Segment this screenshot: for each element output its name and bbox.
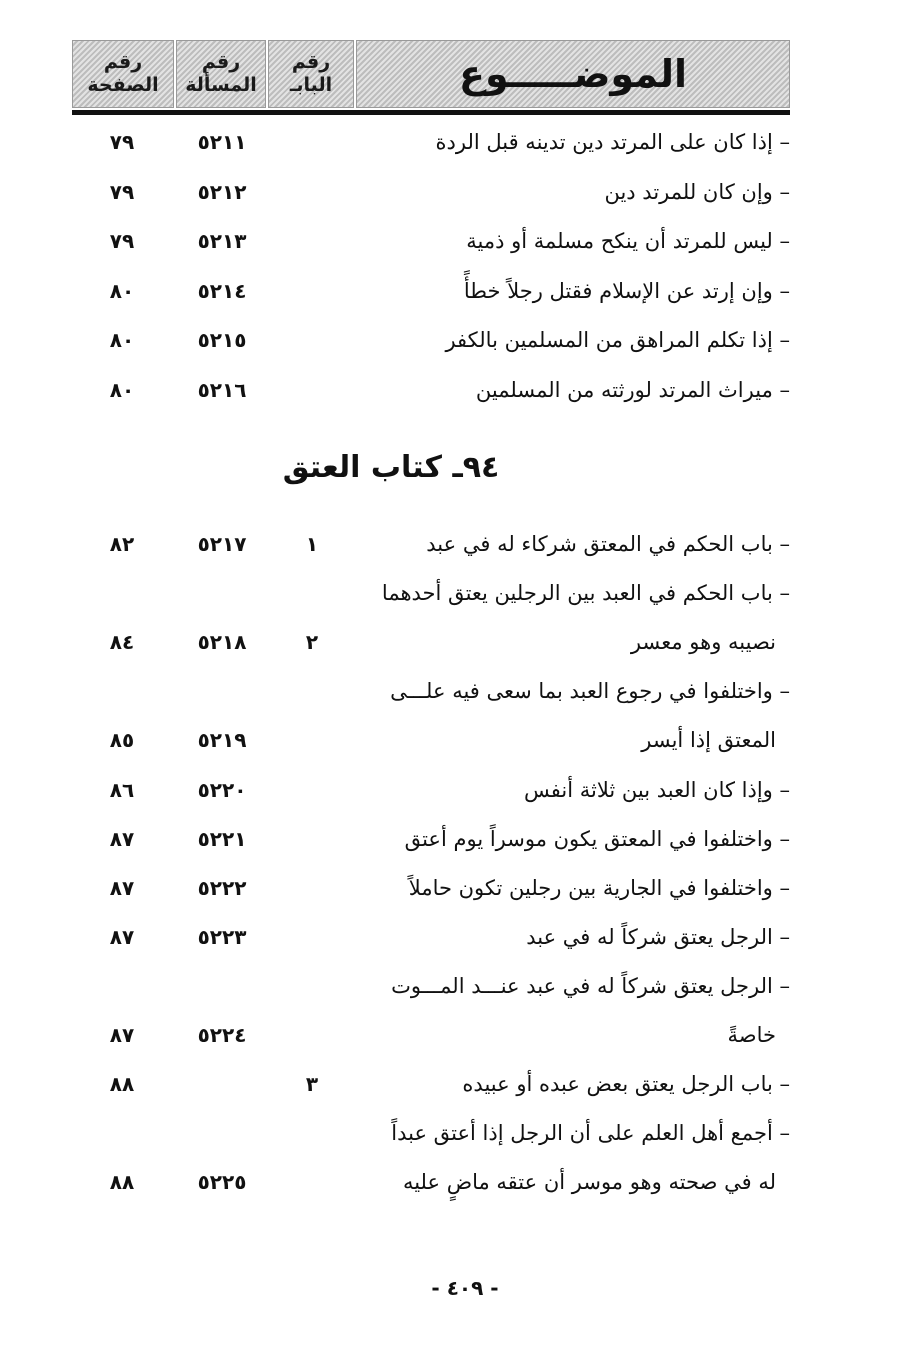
entry-page-number: ٨٢ (109, 532, 135, 556)
entry-bab-number (272, 1015, 352, 1055)
entry-page-number: ٨٧ (109, 1023, 135, 1047)
entry-bab-number (272, 271, 352, 311)
entry-bab-number (272, 1162, 352, 1202)
entry-masala-number (172, 573, 272, 613)
index-row (72, 320, 790, 360)
entry-topic: – باب الحكم في المعتق شركاء له في عبد (426, 532, 790, 556)
index-row (72, 1113, 790, 1153)
index-row (72, 1162, 790, 1202)
table-header (72, 40, 790, 110)
entry-topic: خاصةً (727, 1023, 776, 1047)
entry-topic: – واختلفوا في رجوع العبد بما سعى فيه علـــى (390, 679, 790, 704)
entry-bab-number (272, 966, 352, 1006)
entry-topic: – وإن إرتد عن الإسلام فقتل رجلاً خطأً (463, 278, 790, 303)
entry-topic: له في صحته وهو موسر أن عتقه ماضٍ عليه (402, 1170, 776, 1195)
entry-topic: – باب الحكم في العبد بين الرجلين يعتق أحدهما (381, 581, 790, 606)
entry-masala-number: ٥٢١٩ (197, 728, 247, 753)
entry-page-number (82, 671, 162, 711)
entry-bab-number (272, 172, 352, 212)
index-row (72, 370, 790, 410)
entry-bab-number (272, 221, 352, 261)
entry-page-number: ٨٥ (109, 728, 135, 753)
page-number: - ٤٠٩ - (431, 1276, 499, 1300)
entry-masala-number: ٥٢٢١ (197, 826, 247, 851)
entry-page-number (82, 1113, 162, 1153)
entry-masala-number: ٥٢٢٢ (197, 875, 247, 900)
entry-page-number: ٨٧ (109, 875, 135, 900)
entry-masala-number (172, 1113, 272, 1153)
entry-topic: – وإن كان للمرتد دين (604, 179, 790, 204)
entry-masala-number: ٥٢١٨ (197, 630, 247, 655)
index-row (72, 1015, 790, 1055)
entry-bab-number (272, 370, 352, 410)
entry-bab-number (272, 1113, 352, 1153)
index-row (72, 172, 790, 212)
index-row (72, 271, 790, 311)
header-topic: الموضـــــوع (356, 40, 790, 108)
entry-bab-number: ٣ (305, 1072, 319, 1097)
entry-topic: – باب الرجل يعتق بعض عبده أو عبيده (462, 1072, 790, 1097)
entry-masala-number: ٥٢١١ (197, 130, 247, 154)
entry-masala-number: ٥٢٢٤ (197, 1023, 247, 1047)
entry-bab-number: ١ (305, 532, 319, 556)
header-page-number: رقم الصفحة (72, 40, 174, 108)
entry-bab-number: ٢ (305, 630, 319, 655)
index-row (72, 966, 790, 1006)
entry-bab-number (272, 671, 352, 711)
index-row (72, 573, 790, 613)
entry-page-number: ٨٨ (109, 1170, 135, 1195)
entry-bab-number (272, 770, 352, 810)
entry-page-number: ٨٤ (109, 630, 135, 655)
entry-topic: – واختلفوا في الجارية بين رجلين تكون حاملاً (408, 875, 790, 900)
index-row (72, 671, 790, 711)
entry-topic: – إذا تكلم المراهق من المسلمين بالكفر (445, 328, 790, 353)
index-row (72, 917, 790, 957)
entry-masala-number: ٥٢٢٥ (197, 1170, 247, 1195)
entry-masala-number: ٥٢٢٣ (197, 924, 247, 949)
entry-page-number: ٨٠ (109, 378, 135, 402)
entry-page-number: ٨٨ (109, 1072, 135, 1097)
index-row (72, 122, 790, 162)
entry-page-number: ٨٠ (109, 328, 135, 353)
entry-masala-number (172, 966, 272, 1006)
index-row (72, 720, 790, 760)
entry-masala-number: ٥٢١٦ (197, 378, 247, 402)
entry-page-number: ٧٩ (109, 229, 135, 254)
entry-page-number (82, 966, 162, 1006)
entry-masala-number (172, 671, 272, 711)
entry-topic: – ميراث المرتد لورثته من المسلمين (475, 378, 790, 402)
index-row (72, 770, 790, 810)
header-divider (72, 110, 790, 115)
index-row (72, 868, 790, 908)
entry-topic: – الرجل يعتق شركاً له في عبد عنـــد المـــوت (391, 973, 790, 998)
entry-bab-number (272, 320, 352, 360)
entry-page-number: ٨٧ (109, 924, 135, 949)
entry-page-number: ٨٦ (109, 777, 135, 802)
index-row (72, 819, 790, 859)
entry-topic: المعتق إذا أيسر (641, 728, 776, 753)
entry-topic: – إذا كان على المرتد دين تدينه قبل الردة (435, 130, 790, 154)
entry-topic: – وإذا كان العبد بين ثلاثة أنفس (524, 777, 790, 802)
entry-page-number (82, 573, 162, 613)
entry-masala-number (172, 1064, 272, 1104)
header-bab-number: رقم البابـ (268, 40, 354, 108)
section-title: ٩٤ـ كتاب العتق (282, 449, 500, 485)
entry-masala-number: ٥٢٢٠ (197, 777, 247, 802)
index-row (72, 1064, 790, 1104)
entry-masala-number: ٥٢١٤ (197, 278, 247, 303)
entry-topic: – الرجل يعتق شركاً له في عبد (526, 924, 790, 949)
entry-masala-number: ٥٢١٣ (197, 229, 247, 254)
entry-bab-number (272, 917, 352, 957)
entry-masala-number: ٥٢١٢ (197, 179, 247, 204)
entry-bab-number (272, 819, 352, 859)
index-row (72, 221, 790, 261)
entry-page-number: ٧٩ (109, 130, 135, 154)
entry-bab-number (272, 868, 352, 908)
entry-page-number: ٧٩ (109, 179, 135, 204)
entry-page-number: ٨٧ (109, 826, 135, 851)
entry-bab-number (272, 720, 352, 760)
entry-page-number: ٨٠ (109, 278, 135, 303)
index-row (72, 622, 790, 662)
entry-topic: – أجمع أهل العلم على أن الرجل إذا أعتق عبداً (391, 1121, 790, 1146)
entry-bab-number (272, 573, 352, 613)
entry-topic: – واختلفوا في المعتق يكون موسراً يوم أعتق (404, 826, 790, 851)
entry-topic: نصيبه وهو معسر (630, 630, 776, 655)
entry-bab-number (272, 122, 352, 162)
entry-masala-number: ٥٢١٥ (197, 328, 247, 353)
entry-masala-number: ٥٢١٧ (197, 532, 247, 556)
header-masala-number: رقم المسألة (176, 40, 266, 108)
entry-topic: – ليس للمرتد أن ينكح مسلمة أو ذمية (466, 229, 790, 254)
index-row (72, 524, 790, 564)
